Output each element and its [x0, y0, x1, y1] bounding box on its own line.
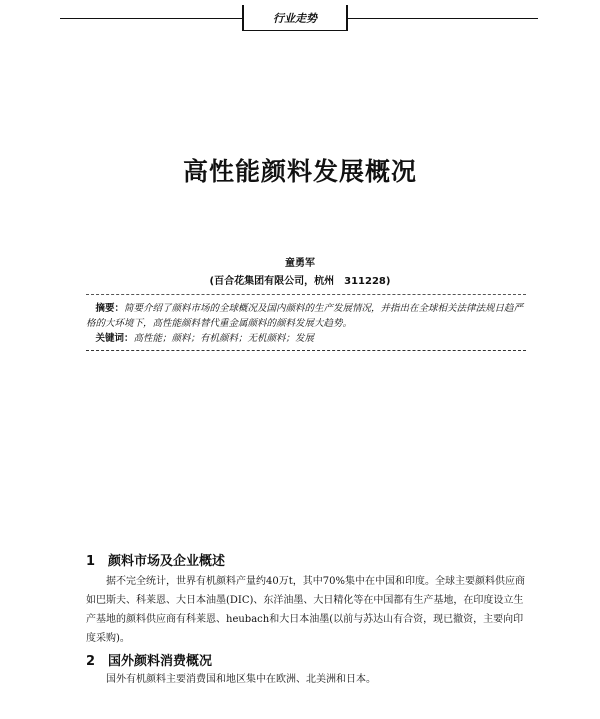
section-2-number: 2	[86, 654, 96, 669]
section-2-heading	[86, 650, 212, 669]
abstract-bottom-rule	[86, 350, 526, 351]
article-author: 童勇军	[285, 258, 315, 269]
section-1-heading	[86, 550, 225, 569]
section-2-title: 国外颜料消费概况	[108, 654, 213, 669]
section-1-body	[86, 572, 526, 648]
abstract-label: 摘要：	[95, 303, 125, 314]
abstract-block	[86, 301, 526, 346]
article-title: 高性能颜料发展概况	[182, 157, 417, 186]
section-1-paragraph: 据不完全统计，世界有机颜料产量约40万t，其中70%集中在中国和印度。全球主要颜料供应商如巴斯夫、科莱恩、大日本油墨(DIC)、东洋油墨、大日精化等在中国都有生产基地，在印度设立生产基地的颜料供应商有科莱恩、heubach和大日本油墨(以前与苏达山有合资，现已撤资，主要向印度采购)。	[86, 576, 525, 644]
header-rule-right	[348, 18, 538, 19]
header-section-tag: 行业走势	[273, 12, 317, 25]
keywords-text: 高性能；颜料；有机颜料；无机颜料；发展	[133, 333, 315, 344]
keywords-label: 关键词：	[95, 333, 134, 344]
section-1-title: 颜料市场及企业概述	[108, 554, 226, 569]
abstract-paragraph	[86, 301, 526, 331]
header-rule-left	[60, 18, 242, 19]
abstract-top-rule	[86, 294, 526, 295]
article-affiliation: (百合花集团有限公司，杭州 311228)	[209, 276, 391, 287]
abstract-text: 简要介绍了颜料市场的全球概况及国内颜料的生产发展情况，并指出在全球相关法律法规日趋严格的大环境下，高性能颜料替代重金属颜料的颜料发展大趋势。	[86, 303, 524, 329]
section-2-paragraph: 国外有机颜料主要消费国和地区集中在欧洲、北美洲和日本。	[106, 674, 376, 685]
section-2-body	[86, 670, 526, 689]
section-1-number: 1	[86, 554, 96, 569]
keywords-line	[86, 331, 526, 346]
